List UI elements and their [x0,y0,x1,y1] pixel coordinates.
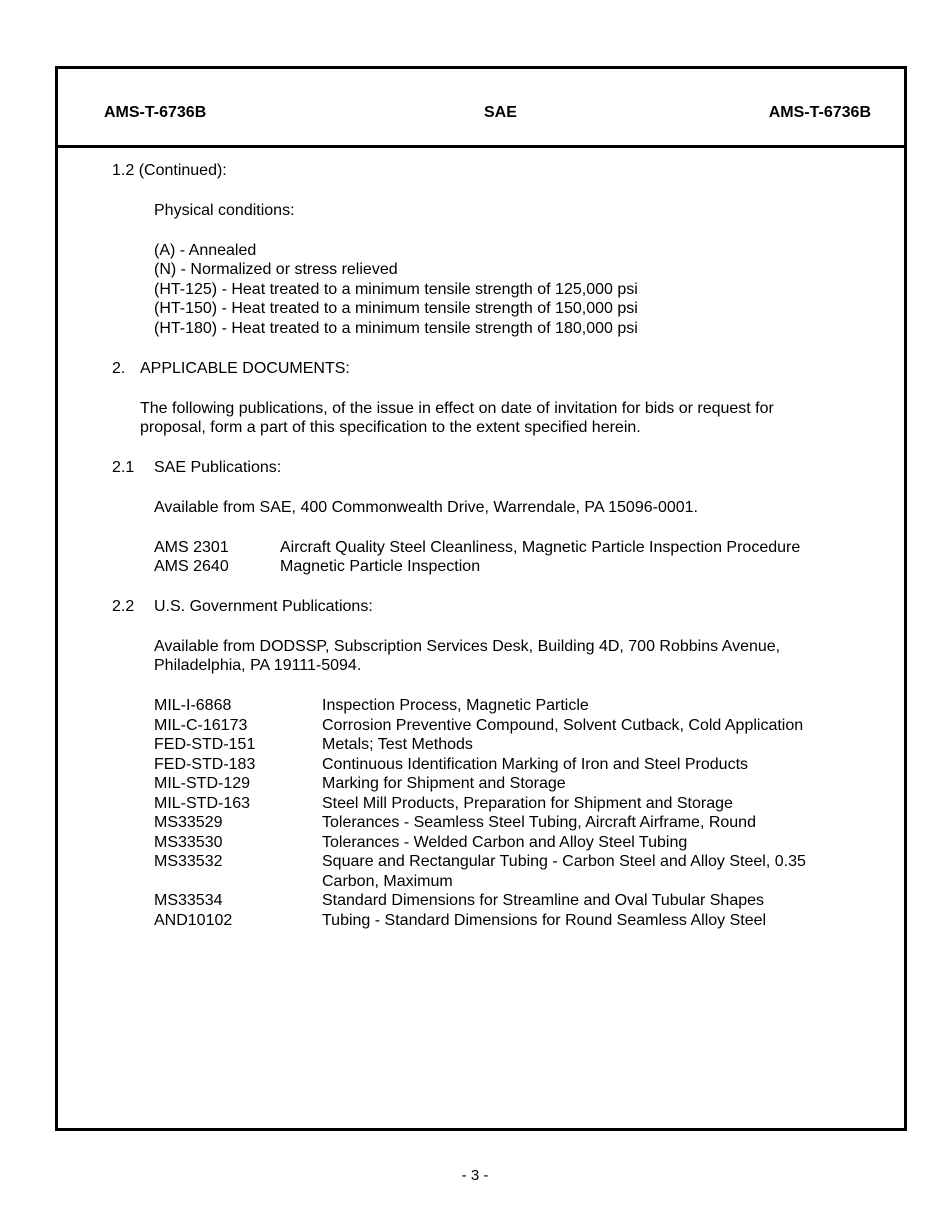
doc-description: Tolerances - Seamless Steel Tubing, Aircraft Airframe, Round [322,814,756,831]
doc-code: AMS 2301 [154,539,229,556]
doc-description-continued: Carbon, Maximum [322,873,453,890]
section-2-number: 2. [112,360,126,377]
condition-item: (HT-180) - Heat treated to a minimum tensile strength of 180,000 psi [154,320,638,337]
condition-item: (HT-150) - Heat treated to a minimum tensile strength of 150,000 psi [154,300,638,317]
doc-code: FED-STD-151 [154,736,256,753]
doc-code: MIL-I-6868 [154,697,232,714]
condition-item: (A) - Annealed [154,242,257,259]
condition-item: (HT-125) - Heat treated to a minimum tensile strength of 125,000 psi [154,281,638,298]
header-doc-id-right: AMS-T-6736B [768,104,871,121]
doc-description: Metals; Test Methods [322,736,473,753]
doc-description: Square and Rectangular Tubing - Carbon Steel and Alloy Steel, 0.35 [322,853,806,870]
condition-item: (N) - Normalized or stress relieved [154,261,398,278]
page-number: - 3 - [461,1167,489,1184]
doc-code: MS33534 [154,892,223,909]
header-org: SAE [484,104,517,121]
doc-description: Corrosion Preventive Compound, Solvent Cutback, Cold Application [322,717,804,734]
doc-description: Continuous Identification Marking of Iron and Steel Products [322,756,749,773]
doc-code: MIL-STD-129 [154,775,251,792]
section-2-2-availability-line: Philadelphia, PA 19111-5094. [154,657,362,674]
section-2-paragraph-line: The following publications, of the issue in effect on date of invitation for bids or request for [140,400,774,417]
section-2-1-availability: Available from SAE, 400 Commonwealth Drive, Warrendale, PA 15096-0001. [154,499,698,516]
doc-code: MS33532 [154,853,223,870]
section-1-2-heading: 1.2 (Continued): [112,162,227,179]
doc-code: FED-STD-183 [154,756,256,773]
section-2-2-number: 2.2 [112,598,135,615]
doc-description: Tolerances - Welded Carbon and Alloy Steel Tubing [322,834,688,851]
section-2-1-title: SAE Publications: [154,459,282,476]
section-2-title: APPLICABLE DOCUMENTS: [140,360,350,377]
doc-description: Standard Dimensions for Streamline and Oval Tubular Shapes [322,892,765,909]
doc-description: Marking for Shipment and Storage [322,775,566,792]
doc-code: AMS 2640 [154,558,229,575]
doc-code: MS33530 [154,834,223,851]
doc-description: Tubing - Standard Dimensions for Round Seamless Alloy Steel [322,912,767,929]
doc-code: MS33529 [154,814,223,831]
section-2-2-title: U.S. Government Publications: [154,598,373,615]
doc-code: AND10102 [154,912,233,929]
section-2-2-availability-line: Available from DODSSP, Subscription Services Desk, Building 4D, 700 Robbins Avenue, [154,638,781,655]
doc-description: Magnetic Particle Inspection [280,558,481,575]
section-2-1-number: 2.1 [112,459,135,476]
page-header [58,69,904,148]
header-doc-id-left: AMS-T-6736B [104,104,207,121]
doc-code: MIL-STD-163 [154,795,251,812]
section-2-paragraph-line: proposal, form a part of this specification to the extent specified herein. [140,419,641,436]
doc-description: Aircraft Quality Steel Cleanliness, Magnetic Particle Inspection Procedure [280,539,801,556]
doc-description: Steel Mill Products, Preparation for Shipment and Storage [322,795,733,812]
doc-description: Inspection Process, Magnetic Particle [322,697,589,714]
physical-conditions-title: Physical conditions: [154,202,295,219]
doc-code: MIL-C-16173 [154,717,248,734]
